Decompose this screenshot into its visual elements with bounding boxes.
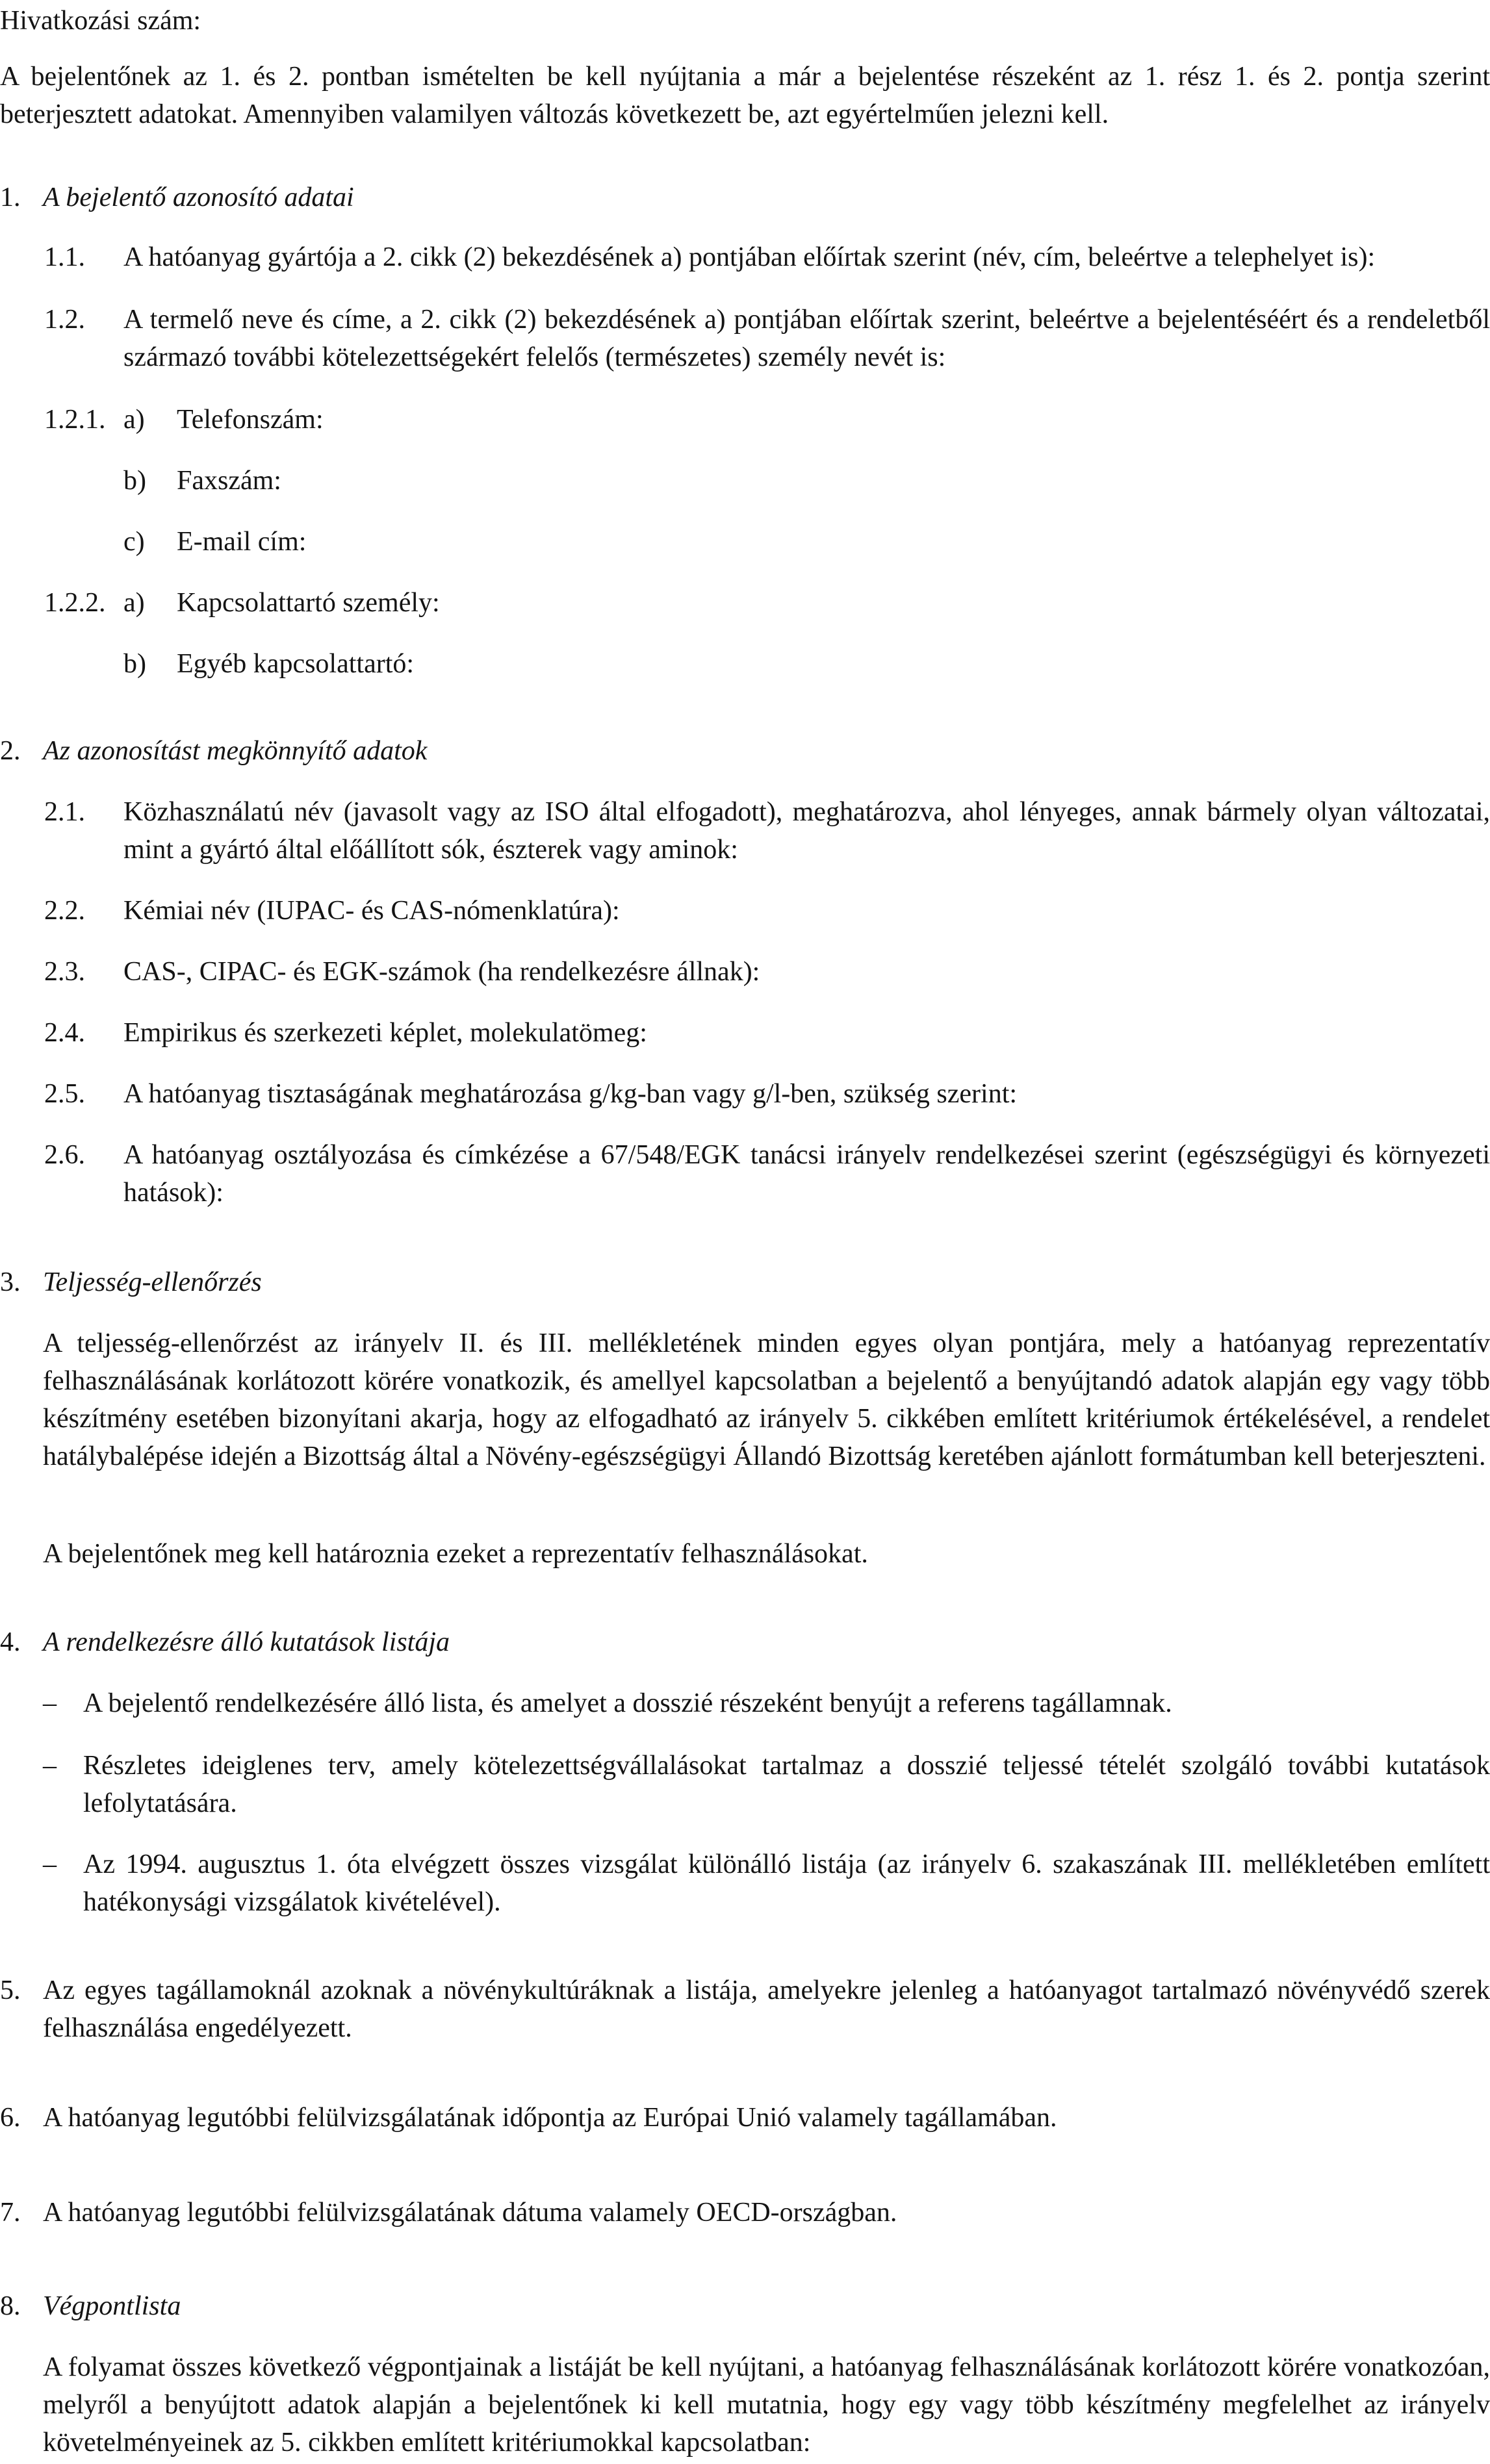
section-title: Az azonosítást megkönnyítő adatok — [43, 736, 428, 766]
item-number: 2.4. — [44, 1018, 85, 1048]
section-6-text: A hatóanyag legutóbbi felülvizsgálatának időpontja az Európai Unió valamely tagállamában. — [43, 2103, 1057, 2133]
list-item: Részletes ideiglenes terv, amely kötelezettségvállalásokat tartalmaz a dosszié teljessé tételét szolgáló további kutatások lefolytatására. — [83, 1751, 1490, 1818]
dash-bullet: – — [43, 1751, 57, 1781]
section-8-heading — [0, 2288, 181, 2326]
dash-bullet: – — [43, 1849, 57, 1879]
item-text: A hatóanyag tisztaságának meghatározása g/kg-ban vagy g/l-ben, szükség szerint: — [123, 1079, 1018, 1109]
sub-label: b) — [123, 466, 146, 496]
section-number: 3. — [0, 1267, 21, 1297]
item-text: A hatóanyag osztályozása és címkézése a 67/548/EGK tanácsi irányelv rendelkezései szerint (egészségügyi és környezeti hatások): — [123, 1140, 1490, 1208]
section-3-paragraph-2: A bejelentőnek meg kell határoznia ezeket a reprezentatív felhasználásokat. — [43, 1539, 868, 1569]
list-item: Az 1994. augusztus 1. óta elvégzett összes vizsgálat különálló listája (az irányelv 6. szakaszának III. mellékletében említett hatékonysági vizsgálatok kivételével). — [83, 1849, 1490, 1917]
section-4-heading — [0, 1624, 450, 1662]
section-6-number: 6. — [0, 2103, 21, 2133]
section-title: A bejelentő azonosító adatai — [43, 183, 354, 212]
item-text: CAS-, CIPAC- és EGK-számok (ha rendelkezésre állnak): — [123, 957, 760, 987]
sub-label: b) — [123, 649, 146, 679]
section-number: 4. — [0, 1627, 21, 1657]
section-8-paragraph: A folyamat összes következő végpontjainak a listáját be kell nyújtani, a hatóanyag felhasználásának korlátozott körére vonatkozóan, melyről a benyújtott adatok alapján a bejelentőnek ki kell mutatnia, hogy egy vagy több készítmény megfelelhet az irányelv követelményeinek az 5. cikkben említett kritériumokkal kapcsolatban: — [43, 2352, 1490, 2458]
contact-person-label: Kapcsolattartó személy: — [177, 588, 440, 618]
item-number: 1.2.2. — [44, 588, 106, 618]
sub-label: a) — [123, 405, 145, 435]
section-title: A rendelkezésre álló kutatások listája — [43, 1627, 450, 1657]
other-contact-label: Egyéb kapcsolattartó: — [177, 649, 415, 679]
sub-label: c) — [123, 527, 145, 557]
item-number: 2.6. — [44, 1140, 85, 1170]
item-number: 1.2. — [44, 305, 85, 335]
reference-number-label: Hivatkozási szám: — [0, 6, 201, 36]
section-7-text: A hatóanyag legutóbbi felülvizsgálatának dátuma valamely OECD-országban. — [43, 2198, 897, 2228]
dash-bullet: – — [43, 1688, 57, 1718]
phone-field-label: Telefonszám: — [177, 405, 324, 435]
item-number: 2.1. — [44, 797, 85, 827]
section-7-number: 7. — [0, 2198, 21, 2228]
section-number: 1. — [0, 183, 21, 212]
section-number: 2. — [0, 736, 21, 766]
item-text: Közhasználatú név (javasolt vagy az ISO által elfogadott), meghatározva, ahol lényeges, annak bármely olyan változatai, mint a gyártó által előállított sók, észterek vagy aminok: — [123, 797, 1490, 865]
item-number: 1.1. — [44, 242, 85, 272]
section-title: Végpontlista — [43, 2291, 181, 2321]
item-text: A hatóanyag gyártója a 2. cikk (2) bekezdésének a) pontjában előírtak szerint (név, cím, beleértve a telephelyet is): — [123, 242, 1376, 272]
fax-field-label: Faxszám: — [177, 466, 281, 496]
item-number: 2.5. — [44, 1079, 85, 1109]
section-5-number: 5. — [0, 1975, 21, 2005]
item-text: A termelő neve és címe, a 2. cikk (2) bekezdésének a) pontjában előírtak szerint, beleértve a bejelentéséért és a rendeletből származó további kötelezettségekért felelős (természetes) személy nevét is: — [123, 305, 1490, 372]
item-text: Empirikus és szerkezeti képlet, molekulatömeg: — [123, 1018, 647, 1048]
list-item: A bejelentő rendelkezésére álló lista, és amelyet a dosszié részeként benyújt a referens tagállamnak. — [83, 1688, 1172, 1718]
item-number: 2.3. — [44, 957, 85, 987]
intro-paragraph: A bejelentőnek az 1. és 2. pontban ismételten be kell nyújtania a már a bejelentése részeként az 1. rész 1. és 2. pontja szerint beterjesztett adatokat. Amennyiben valamilyen változás következett be, azt egyértelműen jelezni kell. — [0, 62, 1490, 129]
section-2-heading — [0, 733, 427, 770]
section-title: Teljesség-ellenőrzés — [43, 1267, 262, 1297]
item-number: 1.2.1. — [44, 405, 106, 435]
sub-label: a) — [123, 588, 145, 618]
section-1-heading — [0, 179, 354, 217]
item-number: 2.2. — [44, 896, 85, 926]
section-5-text: Az egyes tagállamoknál azoknak a növénykultúráknak a listája, amelyekre jelenleg a hatóanyagot tartalmazó növényvédő szerek felhasználása engedélyezett. — [43, 1975, 1490, 2043]
section-number: 8. — [0, 2291, 21, 2321]
item-text: Kémiai név (IUPAC- és CAS-nómenklatúra): — [123, 896, 620, 926]
section-3-paragraph: A teljesség-ellenőrzést az irányelv II. és III. mellékletének minden egyes olyan pontjára, mely a hatóanyag reprezentatív felhasználásának korlátozott körére vonatkozik, és amellyel kapcsolatban a bejelentő a benyújtandó adatok alapján egy vagy több készítmény esetében bizonyítani akarja, hogy az elfogadható az irányelv 5. cikkében említett kritériumok értékelésével, a rendelet hatálybalépése idején a Bizottság által a Növény-egészségügyi Állandó Bizottság keretében ajánlott formátumban kell beterjeszteni. — [43, 1328, 1490, 1471]
section-3-heading — [0, 1264, 262, 1302]
email-field-label: E-mail cím: — [177, 527, 307, 557]
